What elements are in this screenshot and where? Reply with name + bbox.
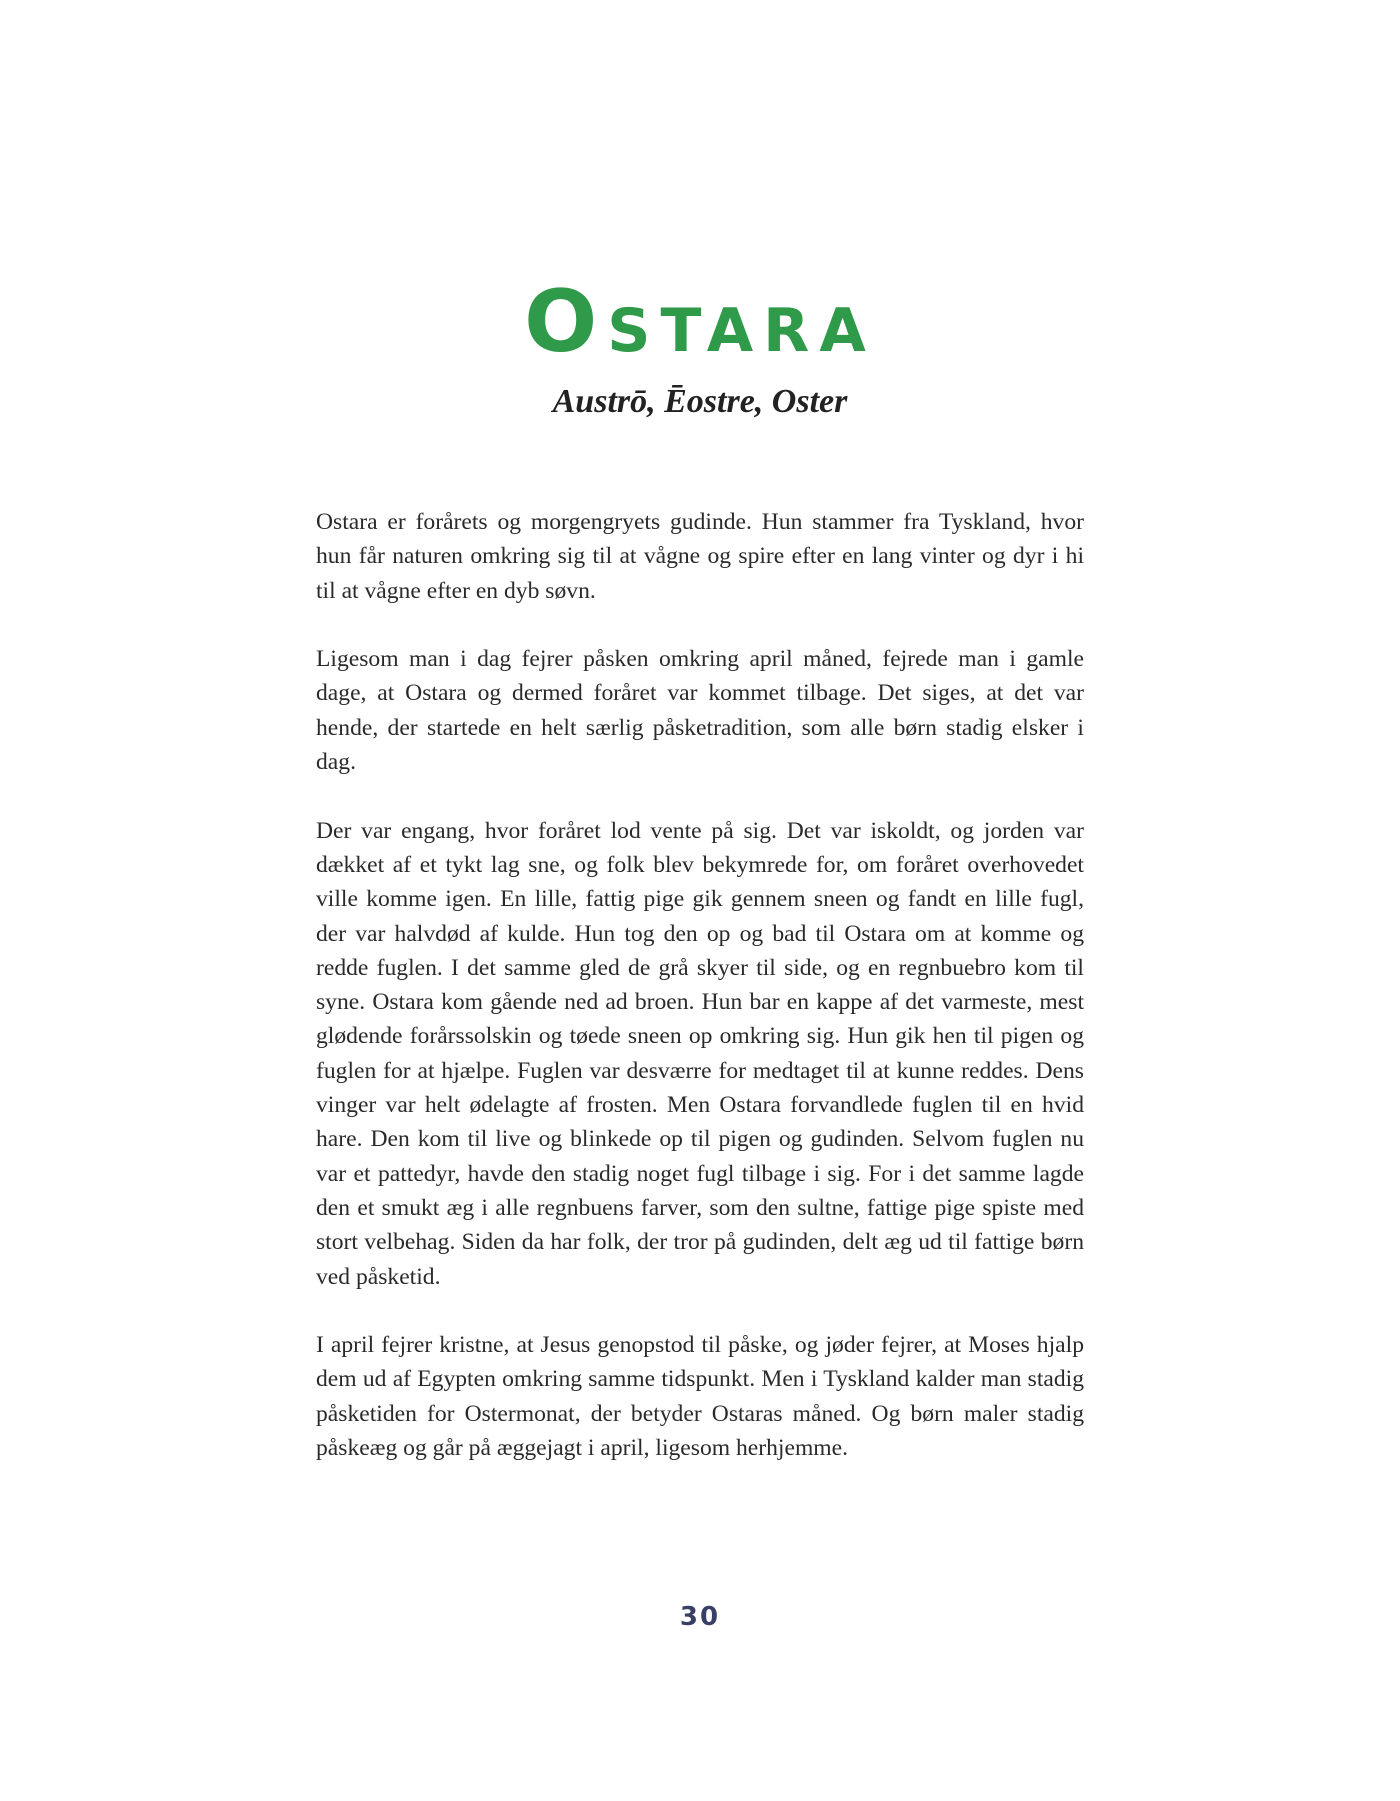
page-title: Ostara (524, 272, 876, 372)
page-number: 30 (679, 1602, 721, 1632)
paragraph: Ostara er forårets og morgengryets gudinde. Hun stammer fra Tyskland, hvor hun får naturen omkring sig til at vågne og spire efter en lang vinter og dyr i hi til at vågne efter en dyb søvn. (316, 509, 1084, 604)
paragraph: Der var engang, hvor foråret lod vente på sig. Det var iskoldt, og jorden var dækket af et tykt lag sne, og folk blev bekymrede for, om foråret overhovedet ville komme igen. En lille, fattig pige gik gennem sneen og fandt en lille fugl, der var halvdød af kulde. Hun tog den op og bad til Ostara om at komme og redde fuglen. I det samme gled de grå skyer til side, og en regnbuebro kom til syne. Ostara kom gående ned ad broen. Hun bar en kappe af det varmeste, mest glødende forårssolskin og tøede sneen op omkring sig. Hun gik hen til pigen og fuglen for at hjælpe. Fuglen var desværre for medtaget til at kunne reddes. Dens vinger var helt ødelagte af frosten. Men Ostara forvandlede fuglen til en hvid hare. Den kom til live og blinkede op til pigen og gudinden. Selvom fuglen nu var et pattedyr, havde den stadig noget fugl tilbage i sig. For i det samme lagde den et smukt æg i alle regnbuens farver, som den sultne, fattige pige spiste med stort velbehag. Siden da har folk, der tror på gudinden, delt æg ud til fattige børn ved påsketid. (316, 817, 1084, 1290)
body-text (316, 505, 1084, 1500)
page-subtitle: Austrō, Ēostre, Oster (552, 383, 848, 420)
paragraph: Ligesom man i dag fejrer påsken omkring april måned, fejrede man i gamle dage, at Ostara og dermed foråret var kommet tilbage. Det siges, at det var hende, der startede en helt særlig påsketradition, som alle børn stadig elsker i dag. (316, 646, 1084, 776)
paragraph: I april fejrer kristne, at Jesus genopstod til påske, og jøder fejrer, at Moses hjalp dem ud af Egypten omkring samme tidspunkt. Men i Tyskland kalder man stadig påsketiden for Ostermonat, der betyder Ostaras måned. Og børn maler stadig påskeæg og går på æggejagt i april, ligesom herhjemme. (316, 1332, 1084, 1462)
